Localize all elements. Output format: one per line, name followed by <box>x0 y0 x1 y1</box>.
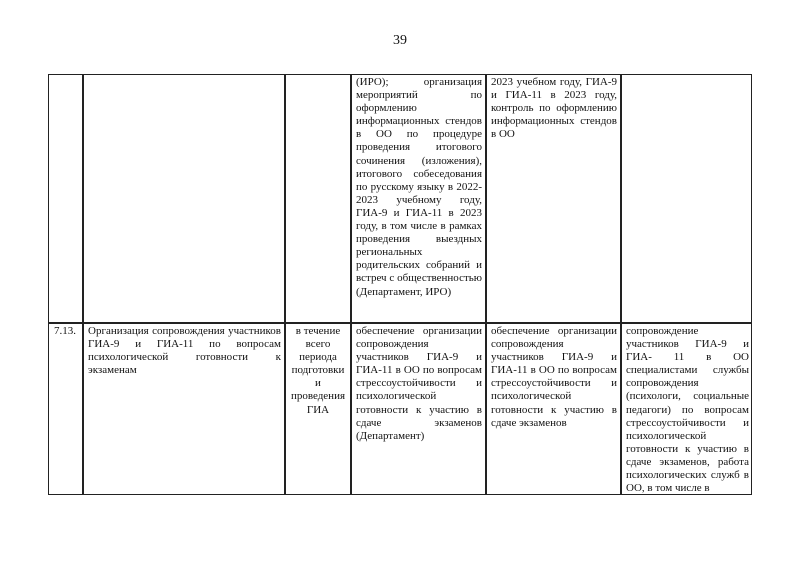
cell-period: в течение всего периода подготовки и проведения ГИА <box>290 325 346 416</box>
cell-number <box>50 76 82 321</box>
cell-municipal-level: 2023 учебном году, ГИА-9 и ГИА-11 в 2023 году, контроль по оформлению информационных стендов в ОО <box>491 76 617 141</box>
cell-activity <box>84 76 284 321</box>
cell-municipal-level: обеспечение организации сопровождения участников ГИА-9 и ГИА-11 в ОО по вопросам стрессоустойчивости и психологической готовности к участию в сдаче экзаменов <box>491 325 617 429</box>
row-divider <box>48 322 752 324</box>
page-number: 39 <box>393 33 407 48</box>
cell-school-level: сопровождение участников ГИА-9 и ГИА- 11 в ОО специалистами службы сопровождения (психологи, социальные педагоги) по вопросам стрессоустойчивости и психологической готовности к участию в сдаче экзаменов, работа психологических служб в ОО, в том числе в <box>626 325 749 494</box>
cell-activity: Организация сопровождения участников ГИА-9 и ГИА-11 по вопросам психологической готовности к экзаменам <box>88 325 281 377</box>
cell-regional-level: обеспечение организации сопровождения участников ГИА-9 и ГИА-11 в ОО по вопросам стрессоустойчивости и психологической готовности к участию в сдаче экзаменов (Департамент) <box>356 325 482 442</box>
cell-school-level <box>622 76 752 321</box>
cell-regional-level: (ИРО); организация мероприятий по оформлению информационных стендов в ОО по процедуре проведения итогового сочинения (изложения), итогового собеседования по русскому языку в 2022-2023 учебному году, ГИА-9 и ГИА-11 в 2023 году, в том числе в рамках проведения выездных региональных родительских собраний и встреч с общественностью (Департамент, ИРО) <box>356 76 482 298</box>
cell-period <box>286 76 350 321</box>
cell-number: 7.13. <box>54 325 76 337</box>
